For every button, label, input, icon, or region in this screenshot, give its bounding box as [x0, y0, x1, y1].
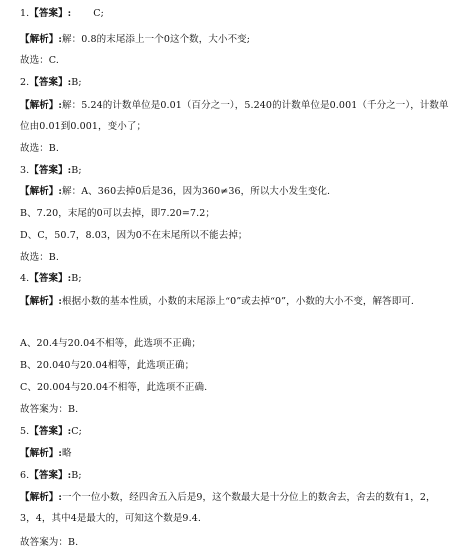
q3-number: 3. [20, 165, 30, 176]
q1-analysis-line [20, 34, 250, 46]
q5-answer-line [20, 426, 82, 438]
q6-analysis-text: 一个一位小数，经四舍五入后是9，这个数最大是十分位上的数舍去，舍去的数有1，2，3，4，其中4是最大的，可知这个数是9.4. [20, 492, 436, 524]
q3-answer-value: B; [71, 165, 82, 176]
q4-analysis-label: 【解析】: [20, 296, 63, 307]
q3-option-b: B、7.20，末尾的0可以去掉，即7.20=7.2； [20, 208, 215, 219]
q2-analysis-label: 【解析】: [20, 100, 63, 111]
q4-answer-line [20, 273, 82, 285]
q2-answer-value: B; [71, 77, 82, 88]
q5-answer-label: 【答案】: [29, 426, 72, 437]
q1-analysis-text: 解：0.8的末尾添上一个0这个数，大小不变; [62, 34, 251, 45]
q3-answer-line [20, 165, 82, 177]
q5-analysis-label: 【解析】: [20, 448, 63, 459]
q6-answer-label: 【答案】: [29, 470, 72, 481]
q2-analysis-line [20, 95, 450, 137]
q4-analysis-text: 根据小数的基本性质，小数的末尾添上“0”或去掉“0”，小数的大小不变，解答即可. [62, 296, 415, 307]
q2-conclusion: 故选：B. [20, 143, 60, 154]
q3-option-d: D、C，50.7，8.03，因为0不在末尾所以不能去掉； [20, 230, 248, 241]
q4-option-b: B、20.040与20.04相等，此选项正确； [20, 360, 195, 371]
q4-answer-value: B; [71, 273, 82, 284]
q3-conclusion: 故选：B. [20, 252, 60, 263]
q1-conclusion: 故选：C. [20, 55, 59, 66]
q1-answer-value: C; [93, 8, 104, 19]
q6-answer-value: B; [71, 470, 82, 481]
q5-answer-value: C; [71, 426, 82, 437]
q6-conclusion: 故答案为：B. [20, 537, 79, 548]
q3-analysis-text: 解：A、360去掉0后是36，因为360≠36，所以大小发生变化. [62, 186, 331, 197]
q1-answer-label: 【答案】: [29, 8, 72, 19]
q4-number: 4. [20, 273, 30, 284]
q2-answer-label: 【答案】: [29, 77, 72, 88]
q5-analysis-text: 略 [62, 448, 72, 459]
q2-answer-line [20, 77, 82, 89]
q3-analysis-label: 【解析】: [20, 186, 63, 197]
q4-conclusion: 故答案为：B. [20, 404, 79, 415]
q5-number: 5. [20, 426, 30, 437]
q6-analysis-label: 【解析】: [20, 492, 63, 503]
q3-analysis-line [20, 186, 330, 198]
q1-answer-line [20, 8, 104, 20]
q4-option-a: A、20.4与20.04不相等，此选项不正确； [20, 338, 202, 349]
q5-analysis-line [20, 448, 72, 460]
q1-analysis-label: 【解析】: [20, 34, 63, 45]
q4-analysis-line [20, 291, 450, 312]
q6-answer-line [20, 470, 82, 482]
q6-analysis-line [20, 487, 450, 529]
q6-number: 6. [20, 470, 30, 481]
q4-answer-label: 【答案】: [29, 273, 72, 284]
q2-number: 2. [20, 77, 30, 88]
q4-option-c: C、20.004与20.04不相等，此选项不正确. [20, 382, 208, 393]
q3-answer-label: 【答案】: [29, 165, 72, 176]
q1-number: 1. [20, 8, 30, 19]
q2-analysis-text: 解：5.24的计数单位是0.01（百分之一），5.240的计数单位是0.001（千分之一），计数单位由0.01到0.001，变小了； [20, 100, 449, 132]
